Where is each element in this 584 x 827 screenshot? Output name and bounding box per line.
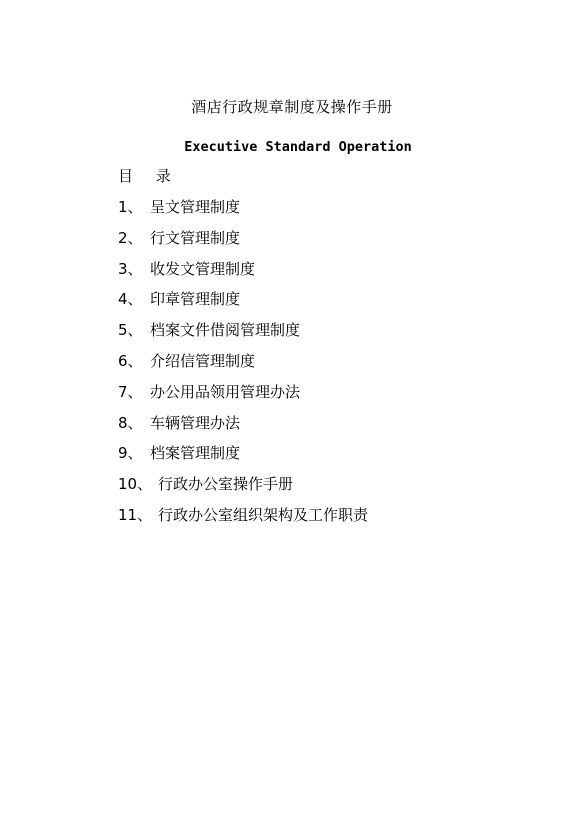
toc-item-number: 10、 bbox=[118, 475, 153, 494]
toc-item-number: 4、 bbox=[118, 290, 143, 309]
toc-item bbox=[118, 443, 368, 474]
toc-item-text: 呈文管理制度 bbox=[150, 198, 241, 216]
table-of-contents bbox=[118, 197, 368, 536]
toc-item-number: 7、 bbox=[118, 382, 143, 401]
toc-item-text: 车辆管理办法 bbox=[150, 413, 241, 432]
toc-item bbox=[118, 474, 368, 505]
toc-item-number: 2、 bbox=[118, 228, 143, 247]
toc-item-text: 行文管理制度 bbox=[150, 228, 241, 247]
toc-item bbox=[118, 413, 368, 444]
toc-item-number: 8、 bbox=[118, 413, 143, 432]
toc-item-number: 9、 bbox=[118, 444, 143, 463]
toc-item bbox=[118, 505, 368, 536]
toc-item-number: 11、 bbox=[118, 505, 153, 524]
document-title: 酒店行政规章制度及操作手册 bbox=[191, 98, 393, 116]
toc-item-text: 档案管理制度 bbox=[150, 444, 241, 463]
toc-item bbox=[118, 228, 368, 259]
toc-item-text: 介绍信管理制度 bbox=[150, 351, 256, 370]
toc-item-text: 收发文管理制度 bbox=[150, 259, 256, 278]
toc-item-number: 5、 bbox=[118, 321, 143, 340]
toc-item bbox=[118, 320, 368, 351]
toc-item bbox=[118, 289, 368, 320]
document-subtitle: Executive Standard Operation bbox=[184, 139, 412, 155]
toc-item-number: 6、 bbox=[118, 351, 143, 370]
toc-item-number: 3、 bbox=[118, 259, 143, 278]
toc-item-number: 1、 bbox=[118, 198, 143, 216]
toc-heading: 目 录 bbox=[118, 167, 180, 185]
toc-item-text: 行政办公室组织架构及工作职责 bbox=[158, 505, 369, 524]
toc-item bbox=[118, 382, 368, 413]
toc-item-text: 档案文件借阅管理制度 bbox=[150, 321, 301, 340]
toc-item-text: 印章管理制度 bbox=[150, 290, 241, 309]
toc-item bbox=[118, 351, 368, 382]
toc-item-text: 行政办公室操作手册 bbox=[158, 475, 294, 494]
toc-item-text: 办公用品领用管理办法 bbox=[150, 382, 301, 401]
toc-item bbox=[118, 259, 368, 290]
toc-item bbox=[118, 197, 368, 228]
